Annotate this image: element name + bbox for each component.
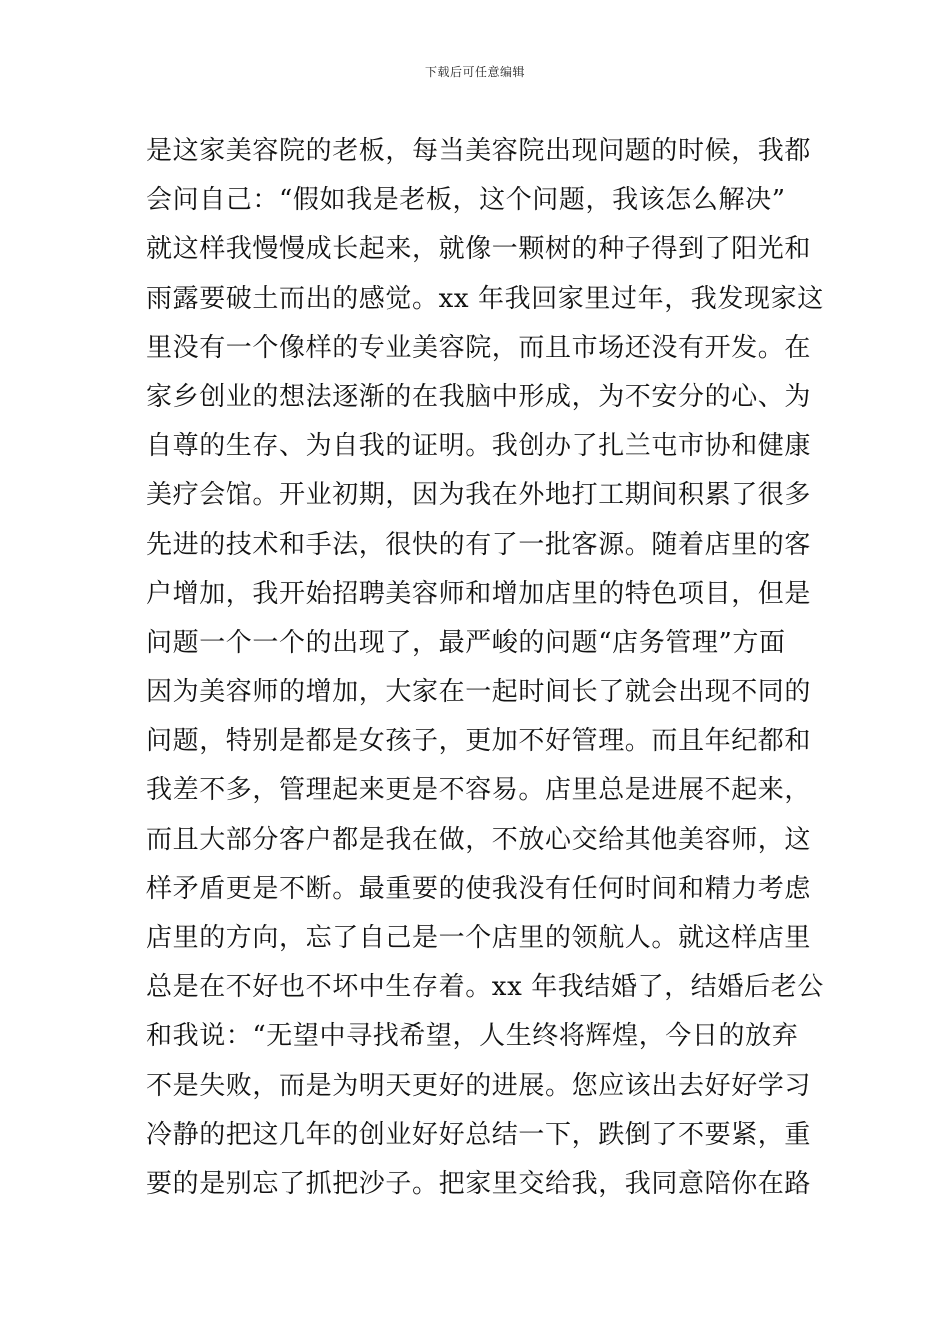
body-line: 样矛盾更是不断。最重要的使我没有任何时间和精力考虑 [146,873,812,904]
body-line: 冷静的把这几年的创业好好总结一下，跌倒了不要紧，重 [146,1119,812,1150]
body-line: 店里的方向，忘了自己是一个店里的领航人。就这样店里 [146,923,812,953]
body-line: 总是在不好也不坏中生存着。xx 年我结婚了，结婚后老公 [146,972,824,1003]
body-line: 因为美容师的增加，大家在一起时间长了就会出现不同的 [146,677,812,708]
body-line: 户增加，我开始招聘美容师和增加店里的特色项目，但是 [146,578,812,609]
body-line: 美疗会馆。开业初期，因为我在外地打工期间积累了很多 [146,480,812,511]
page-header-note: 下载后可任意编辑 [424,65,525,79]
body-line: 就这样我慢慢成长起来，就像一颗树的种子得到了阳光和 [146,234,812,265]
body-line: 和我说：“无望中寻找希望，人生终将辉煌，今日的放弃 [146,1021,799,1052]
body-line: 会问自己：“假如我是老板，这个问题，我该怎么解决” [146,185,786,216]
body-line: 要的是别忘了抓把沙子。把家里交给我，我同意陪你在路 [146,1168,812,1199]
body-line: 雨露要破土而出的感觉。xx 年我回家里过年，我发现家这 [146,283,824,314]
body-line: 不是失败，而是为明天更好的进展。您应该出去好好学习 [146,1070,812,1101]
body-line: 先进的技术和手法，很快的有了一批客源。随着店里的客 [146,529,812,560]
body-line: 问题，特别是都是女孩子，更加不好管理。而且年纪都和 [146,726,812,757]
body-line: 是这家美容院的老板，每当美容院出现问题的时候，我都 [146,136,812,166]
body-line: 自尊的生存、为自我的证明。我创办了扎兰屯市协和健康 [146,431,812,462]
body-line: 我差不多，管理起来更是不容易。店里总是进展不起来， [146,775,812,806]
body-line: 而且大部分客户都是我在做，不放心交给其他美容师，这 [146,824,812,855]
body-line: 问题一个一个的出现了，最严峻的问题“店务管理”方面 [146,627,786,658]
body-line: 家乡创业的想法逐渐的在我脑中形成，为不安分的心、为 [146,381,812,412]
body-text [146,127,824,1209]
body-line: 里没有一个像样的专业美容院，而且市场还没有开发。在 [146,332,812,363]
